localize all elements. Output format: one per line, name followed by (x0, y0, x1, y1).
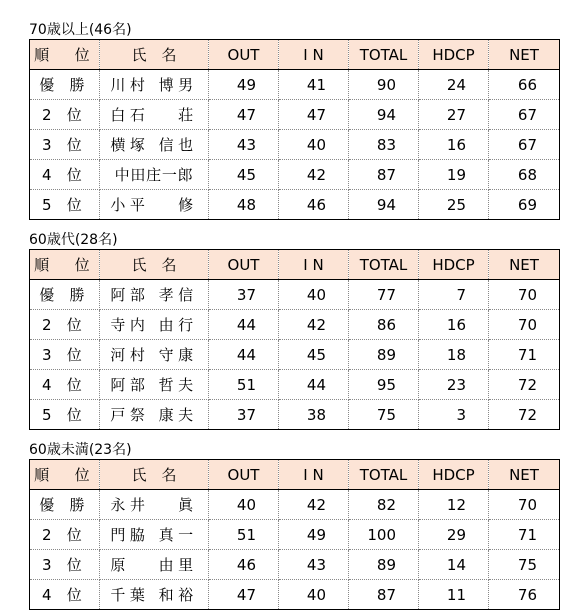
in-cell: 40 (279, 280, 349, 310)
table-row (30, 550, 560, 580)
total-cell: 87 (349, 160, 419, 190)
in-cell: 42 (279, 310, 349, 340)
in-cell: 42 (279, 160, 349, 190)
net-cell: 71 (489, 520, 560, 550)
in-cell: 49 (279, 520, 349, 550)
rank-cell: 3 位 (30, 340, 100, 370)
header-name: 氏 名 (100, 250, 209, 280)
header-net: NET (489, 460, 560, 490)
rank-cell: 4 位 (30, 370, 100, 400)
total-cell: 89 (349, 340, 419, 370)
rank-cell: 3 位 (30, 550, 100, 580)
net-cell: 66 (489, 70, 560, 100)
total-cell: 94 (349, 100, 419, 130)
out-cell: 49 (209, 70, 279, 100)
out-cell: 46 (209, 550, 279, 580)
net-cell: 70 (489, 490, 560, 520)
hdcp-cell: 16 (419, 130, 489, 160)
total-cell: 77 (349, 280, 419, 310)
table-row (30, 130, 560, 160)
header-out: OUT (209, 460, 279, 490)
out-cell: 44 (209, 310, 279, 340)
in-cell: 38 (279, 400, 349, 430)
in-cell: 45 (279, 340, 349, 370)
in-cell: 46 (279, 190, 349, 220)
table-row (30, 190, 560, 220)
hdcp-cell: 24 (419, 70, 489, 100)
hdcp-cell: 7 (419, 280, 489, 310)
out-cell: 37 (209, 400, 279, 430)
in-cell: 41 (279, 70, 349, 100)
name-cell: 門脇 真一 (100, 520, 209, 550)
rank-cell: 5 位 (30, 400, 100, 430)
out-cell: 51 (209, 370, 279, 400)
name-cell: 中田庄一郎 (100, 160, 209, 190)
section-under-60 (29, 459, 560, 610)
hdcp-cell: 23 (419, 370, 489, 400)
hdcp-cell: 12 (419, 490, 489, 520)
table-row (30, 340, 560, 370)
name-cell: 小平 修 (100, 190, 209, 220)
net-cell: 72 (489, 400, 560, 430)
rank-cell: 2 位 (30, 520, 100, 550)
header-in: I N (279, 40, 349, 70)
total-cell: 87 (349, 580, 419, 610)
rank-cell: 5 位 (30, 190, 100, 220)
total-cell: 89 (349, 550, 419, 580)
section-70-plus (29, 39, 560, 220)
header-row (30, 250, 560, 280)
rank-cell: 優 勝 (30, 490, 100, 520)
total-cell: 94 (349, 190, 419, 220)
results-table (29, 459, 560, 610)
hdcp-cell: 19 (419, 160, 489, 190)
hdcp-cell: 16 (419, 310, 489, 340)
rank-cell: 2 位 (30, 100, 100, 130)
out-cell: 47 (209, 100, 279, 130)
hdcp-cell: 25 (419, 190, 489, 220)
table-row (30, 70, 560, 100)
table-row (30, 490, 560, 520)
header-net: NET (489, 40, 560, 70)
table-row (30, 310, 560, 340)
header-hdcp: HDCP (419, 460, 489, 490)
table-row (30, 580, 560, 610)
section-title-under-60: 60歳未満(23名) (29, 442, 132, 458)
hdcp-cell: 14 (419, 550, 489, 580)
name-cell: 寺内 由行 (100, 310, 209, 340)
header-total: TOTAL (349, 40, 419, 70)
net-cell: 69 (489, 190, 560, 220)
in-cell: 47 (279, 100, 349, 130)
rank-cell: 2 位 (30, 310, 100, 340)
out-cell: 51 (209, 520, 279, 550)
header-name: 氏 名 (100, 40, 209, 70)
net-cell: 68 (489, 160, 560, 190)
net-cell: 75 (489, 550, 560, 580)
header-in: I N (279, 250, 349, 280)
header-rank: 順 位 (30, 460, 100, 490)
header-out: OUT (209, 250, 279, 280)
hdcp-cell: 29 (419, 520, 489, 550)
name-cell: 阿部 孝信 (100, 280, 209, 310)
net-cell: 71 (489, 340, 560, 370)
header-rank: 順 位 (30, 250, 100, 280)
net-cell: 67 (489, 130, 560, 160)
rank-cell: 優 勝 (30, 70, 100, 100)
header-name: 氏 名 (100, 460, 209, 490)
table-row (30, 280, 560, 310)
table-row (30, 160, 560, 190)
rank-cell: 優 勝 (30, 280, 100, 310)
header-in: I N (279, 460, 349, 490)
header-out: OUT (209, 40, 279, 70)
header-row (30, 40, 560, 70)
out-cell: 44 (209, 340, 279, 370)
section-title-70-plus: 70歳以上(46名) (29, 22, 132, 38)
table-row (30, 100, 560, 130)
in-cell: 40 (279, 580, 349, 610)
header-hdcp: HDCP (419, 40, 489, 70)
net-cell: 72 (489, 370, 560, 400)
total-cell: 90 (349, 70, 419, 100)
results-table (29, 39, 560, 220)
hdcp-cell: 11 (419, 580, 489, 610)
out-cell: 43 (209, 130, 279, 160)
name-cell: 白石 荘 (100, 100, 209, 130)
total-cell: 86 (349, 310, 419, 340)
hdcp-cell: 3 (419, 400, 489, 430)
in-cell: 40 (279, 130, 349, 160)
net-cell: 76 (489, 580, 560, 610)
total-cell: 83 (349, 130, 419, 160)
header-row (30, 460, 560, 490)
table-row (30, 370, 560, 400)
name-cell: 河村 守康 (100, 340, 209, 370)
table-row (30, 520, 560, 550)
out-cell: 45 (209, 160, 279, 190)
in-cell: 42 (279, 490, 349, 520)
out-cell: 37 (209, 280, 279, 310)
section-60s (29, 249, 560, 430)
name-cell: 戸祭 康夫 (100, 400, 209, 430)
rank-cell: 4 位 (30, 580, 100, 610)
results-table (29, 249, 560, 430)
name-cell: 千葉 和裕 (100, 580, 209, 610)
total-cell: 100 (349, 520, 419, 550)
header-total: TOTAL (349, 460, 419, 490)
hdcp-cell: 27 (419, 100, 489, 130)
name-cell: 川村 博男 (100, 70, 209, 100)
section-title-60s: 60歳代(28名) (29, 232, 118, 248)
name-cell: 横塚 信也 (100, 130, 209, 160)
name-cell: 永井 眞 (100, 490, 209, 520)
hdcp-cell: 18 (419, 340, 489, 370)
total-cell: 75 (349, 400, 419, 430)
out-cell: 48 (209, 190, 279, 220)
in-cell: 44 (279, 370, 349, 400)
total-cell: 82 (349, 490, 419, 520)
in-cell: 43 (279, 550, 349, 580)
net-cell: 67 (489, 100, 560, 130)
header-total: TOTAL (349, 250, 419, 280)
header-net: NET (489, 250, 560, 280)
net-cell: 70 (489, 280, 560, 310)
out-cell: 47 (209, 580, 279, 610)
total-cell: 95 (349, 370, 419, 400)
rank-cell: 4 位 (30, 160, 100, 190)
out-cell: 40 (209, 490, 279, 520)
rank-cell: 3 位 (30, 130, 100, 160)
name-cell: 原 由里 (100, 550, 209, 580)
net-cell: 70 (489, 310, 560, 340)
name-cell: 阿部 哲夫 (100, 370, 209, 400)
header-rank: 順 位 (30, 40, 100, 70)
table-row (30, 400, 560, 430)
header-hdcp: HDCP (419, 250, 489, 280)
